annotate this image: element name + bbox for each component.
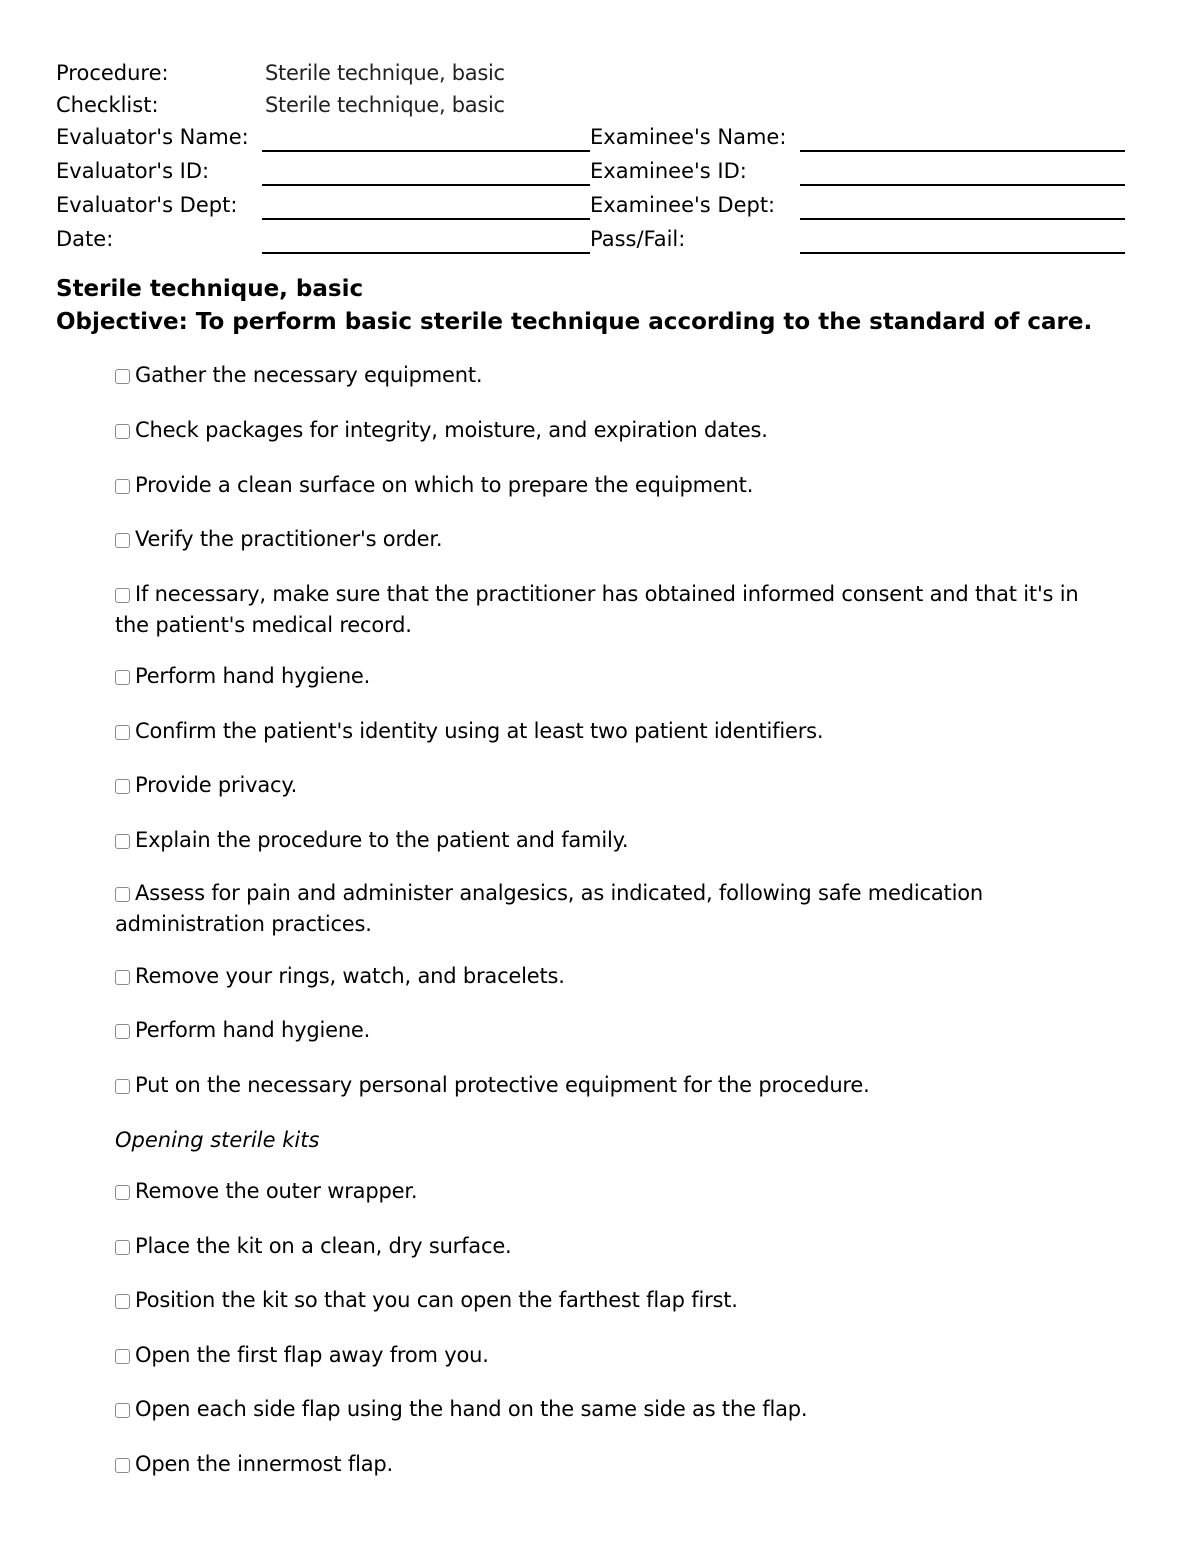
checkbox[interactable] xyxy=(115,369,130,384)
step-text: Gather the necessary equipment. xyxy=(135,363,483,387)
step-text: Remove your rings, watch, and bracelets. xyxy=(135,964,565,988)
step-text: Provide a clean surface on which to prepare the equipment. xyxy=(135,473,754,497)
checklist-item xyxy=(115,415,1085,446)
checklist-title: Sterile technique, basic xyxy=(56,276,364,302)
checkbox[interactable] xyxy=(115,588,130,603)
checklist-item xyxy=(115,579,1085,641)
procedure-label: Procedure: xyxy=(56,61,169,85)
checklist-item xyxy=(115,1449,1085,1480)
procedure-value: Sterile technique, basic xyxy=(265,61,505,85)
checklist-item xyxy=(115,1231,1085,1262)
checklist-item xyxy=(115,1070,1085,1101)
evaluator-name-field[interactable] xyxy=(262,150,590,152)
checkbox[interactable] xyxy=(115,970,130,985)
checkbox[interactable] xyxy=(115,1185,130,1200)
checklist-item xyxy=(115,1285,1085,1316)
checklist-item xyxy=(115,360,1085,391)
checklist-item xyxy=(115,770,1085,801)
checklist-item xyxy=(115,716,1085,747)
step-text: Put on the necessary personal protective equipment for the procedure. xyxy=(135,1073,870,1097)
date-label: Date: xyxy=(56,227,114,251)
checkbox[interactable] xyxy=(115,1458,130,1473)
examinee-id-label: Examinee's ID: xyxy=(590,159,747,183)
checkbox[interactable] xyxy=(115,533,130,548)
checkbox[interactable] xyxy=(115,670,130,685)
checklist-item xyxy=(115,1394,1085,1425)
checkbox[interactable] xyxy=(115,1349,130,1364)
examinee-id-field[interactable] xyxy=(800,184,1125,186)
checklist-item xyxy=(115,661,1085,692)
step-text: Confirm the patient's identity using at least two patient identifiers. xyxy=(135,719,824,743)
checkbox[interactable] xyxy=(115,1079,130,1094)
evaluator-dept-field[interactable] xyxy=(262,218,590,220)
checkbox[interactable] xyxy=(115,1403,130,1418)
step-text: Explain the procedure to the patient and family. xyxy=(135,828,629,852)
checkbox[interactable] xyxy=(115,779,130,794)
examinee-name-field[interactable] xyxy=(800,150,1125,152)
step-text: Perform hand hygiene. xyxy=(135,664,371,688)
checkbox[interactable] xyxy=(115,1024,130,1039)
step-text: Check packages for integrity, moisture, and expiration dates. xyxy=(135,418,768,442)
checkbox[interactable] xyxy=(115,424,130,439)
step-text: Open each side flap using the hand on the same side as the flap. xyxy=(135,1397,808,1421)
checklist-item xyxy=(115,1340,1085,1371)
checklist-item xyxy=(115,1015,1085,1046)
checklist-item xyxy=(115,524,1085,555)
evaluator-id-field[interactable] xyxy=(262,184,590,186)
checklist-item xyxy=(115,878,1005,940)
evaluator-name-label: Evaluator's Name: xyxy=(56,125,249,149)
checkbox[interactable] xyxy=(115,725,130,740)
checkbox[interactable] xyxy=(115,479,130,494)
pass-fail-field[interactable] xyxy=(800,252,1125,254)
checklist-item xyxy=(115,961,1085,992)
checklist-value: Sterile technique, basic xyxy=(265,93,505,117)
step-text: Open the first flap away from you. xyxy=(135,1343,489,1367)
date-field[interactable] xyxy=(262,252,590,254)
step-text: Position the kit so that you can open the farthest flap first. xyxy=(135,1288,738,1312)
step-text: Assess for pain and administer analgesics, as indicated, following safe medication administration practices. xyxy=(115,881,983,936)
section-heading: Opening sterile kits xyxy=(115,1128,320,1152)
evaluator-id-label: Evaluator's ID: xyxy=(56,159,210,183)
checklist-item xyxy=(115,1176,1085,1207)
step-text: Perform hand hygiene. xyxy=(135,1018,371,1042)
checkbox[interactable] xyxy=(115,1240,130,1255)
step-text: Provide privacy. xyxy=(135,773,298,797)
checklist-label: Checklist: xyxy=(56,93,159,117)
step-text: If necessary, make sure that the practitioner has obtained informed consent and that it's in the patient's medical record. xyxy=(115,582,1079,637)
examinee-dept-field[interactable] xyxy=(800,218,1125,220)
pass-fail-label: Pass/Fail: xyxy=(590,227,686,251)
step-text: Remove the outer wrapper. xyxy=(135,1179,418,1203)
checkbox[interactable] xyxy=(115,1294,130,1309)
examinee-name-label: Examinee's Name: xyxy=(590,125,787,149)
checklist-item xyxy=(115,470,1085,501)
step-text: Verify the practitioner's order. xyxy=(135,527,443,551)
step-text: Place the kit on a clean, dry surface. xyxy=(135,1234,512,1258)
checkbox[interactable] xyxy=(115,834,130,849)
evaluator-dept-label: Evaluator's Dept: xyxy=(56,193,238,217)
checkbox[interactable] xyxy=(115,887,130,902)
step-text: Open the innermost flap. xyxy=(135,1452,393,1476)
examinee-dept-label: Examinee's Dept: xyxy=(590,193,776,217)
checklist-item xyxy=(115,825,1085,856)
objective: Objective: To perform basic sterile technique according to the standard of care. xyxy=(56,309,1093,335)
